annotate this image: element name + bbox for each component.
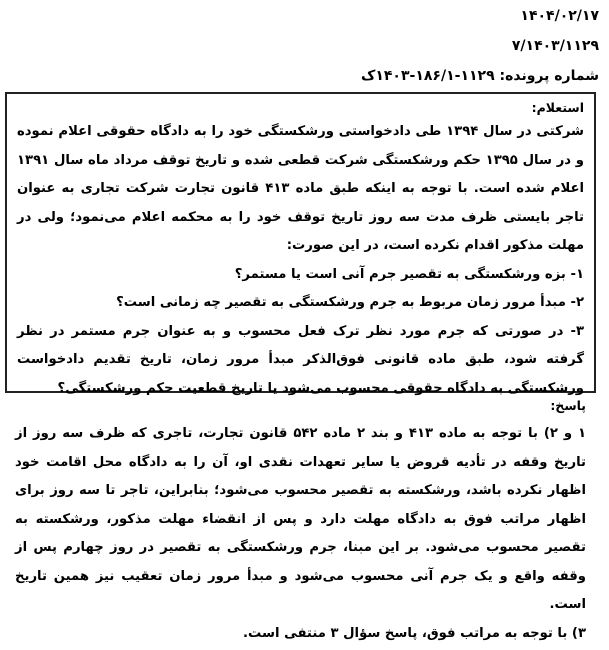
inquiry-item-3: ۳- در صورتی که جرم مورد نظر ترک فعل محسوب و به عنوان جرم مستمر در نظر گرفته شود، طبق ماده قانونی فوق‌الذکر مبدأ مرور زمان، تاریخ تقدیم دادخواست ورشکستگی به دادگاه حقوقی محسوب می‌شود یا تاریخ قطعیت حکم ورشکستگی؟: [17, 323, 584, 396]
inquiry-title: استعلام:: [531, 100, 584, 115]
document-date: ۱۴۰۴/۰۲/۱۷: [520, 8, 599, 24]
inquiry-body: شرکتی در سال ۱۳۹۴ طی دادخواستی ورشکستگی خود را به دادگاه حقوقی اعلام نموده و در سال ۱۳۹۵ حکم ورشکستگی شرکت قطعی شده و تاریخ توقف مرداد ماه سال ۱۳۹۱ اعلام شده است. با توجه به اینکه طبق ماده ۴۱۳ قانون تجارت شرکت تجاری به عنوان تاجر بایستی ظرف مدت سه روز تاریخ توقف خود را به محکمه اعلام می‌نمود؛ ولی در مهلت مذکور اقدام نکرده است، در این صورت:: [17, 124, 584, 253]
document-number: ۷/۱۴۰۳/۱۱۲۹: [511, 38, 599, 54]
answer-title: پاسخ:: [550, 398, 586, 413]
inquiry-box: [5, 92, 596, 396]
inquiry-text: [17, 118, 584, 403]
answer-paragraph-2: ۳) با توجه به مراتب فوق، پاسخ سؤال ۳ منتفی است.: [243, 625, 586, 641]
inquiry-item-2: ۲- مبدأ مرور زمان مربوط به جرم ورشکستگی به تقصیر چه زمانی است؟: [116, 295, 584, 310]
answer-paragraph-1: ۱ و ۲) با توجه به ماده ۴۱۳ و بند ۲ ماده ۵۴۲ قانون تجارت، تاجری که ظرف سه روز از تاریخ وقفه در تأدیه قروض یا سایر تعهدات نقدی او، آن را به دادگاه محل اقامت خود اظهار نکرده باشد، ورشکسته به تقصیر محسوب می‌شود؛ بنابراین، تاجر تا سه روز برای اظهار مراتب فوق به دادگاه مهلت دارد و پس از انقضاء مهلت مذکور، ورشکسته به تقصیر محسوب می‌شود. بر این مبنا، جرم ورشکستگی به تقصیر در روز چهارم پس از وقفه واقع و یک جرم آنی محسوب می‌شود و مبدأ مرور زمان تعقیب نیز همین تاریخ است.: [15, 426, 586, 612]
answer-text: [15, 420, 586, 648]
answer-section: [5, 398, 596, 648]
case-number: شماره پرونده: ۱۱۲۹-۱۸۶/۱-۱۴۰۳ک: [361, 68, 599, 84]
inquiry-item-1: ۱- بزه ورشکستگی به تقصیر جرم آنی است یا مستمر؟: [234, 266, 584, 282]
